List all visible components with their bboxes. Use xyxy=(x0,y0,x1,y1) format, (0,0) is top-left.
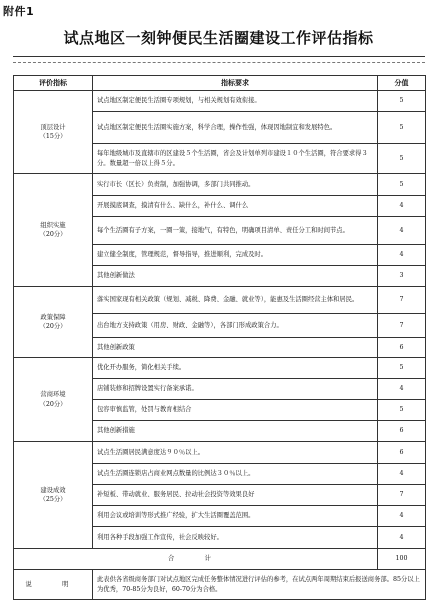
requirement-cell: 补短板、带动就业、服务居民、拉动社会投资等效果良好 xyxy=(93,485,378,506)
requirement-cell: 利用各种手段加强工作宣传，社会反映较好。 xyxy=(93,527,378,549)
note-text: 此表供各省级商务部门对试点地区完成任务整体情况进行评估的参考，在试点两年周期结束后报送商务部。85分以上为优秀，70-85分为良好，60-70分为合格。 xyxy=(93,570,426,600)
requirement-cell: 其他创新做法 xyxy=(93,266,378,287)
score-cell: 4 xyxy=(378,217,426,245)
title-rule-dashed xyxy=(13,62,425,63)
requirement-cell: 实行市长（区长）负责制，加强协调，多部门共同推动。 xyxy=(93,174,378,196)
table-header-row xyxy=(14,76,426,91)
category-points: （20分） xyxy=(39,323,67,330)
category-name: 组织实施 xyxy=(40,221,66,229)
score-cell: 3 xyxy=(378,266,426,287)
header-indicator: 评价指标 xyxy=(14,76,93,91)
table-row xyxy=(14,358,426,379)
category-points: （20分） xyxy=(39,400,67,408)
table-row xyxy=(14,287,426,314)
category-name: 政策保障 xyxy=(40,313,66,321)
attachment-label: 附件1 xyxy=(3,5,35,18)
requirement-cell: 其他创新政策 xyxy=(93,338,378,358)
document-title: 试点地区一刻钟便民生活圈建设工作评估指标 xyxy=(63,29,374,47)
requirement-cell: 试点生活圈居民满意度达９０％以上。 xyxy=(93,442,378,464)
category-cell xyxy=(14,91,93,174)
header-requirement: 指标要求 xyxy=(93,76,378,91)
score-cell: 4 xyxy=(378,506,426,527)
category-cell xyxy=(14,174,93,287)
category-name: 建设成效 xyxy=(40,486,66,494)
requirement-cell: 每年地级城市及直辖市的区建设５个生活圈，省会及计划单列市建设１０个生活圈，符合要求得３分。数量超一倍以上得５分。 xyxy=(93,144,378,174)
score-cell: 5 xyxy=(378,112,426,144)
total-label: 合 计 xyxy=(14,549,378,570)
score-cell: 7 xyxy=(378,314,426,338)
category-name: 营商环境 xyxy=(40,391,66,399)
requirement-cell: 试点生活圈连锁店占商业网点数量的比例达３０％以上。 xyxy=(93,464,378,485)
note-row xyxy=(14,570,426,600)
score-cell: 5 xyxy=(378,91,426,112)
category-points: （15分） xyxy=(39,133,67,140)
category-cell xyxy=(14,287,93,358)
total-score: 100 xyxy=(378,549,426,570)
category-cell xyxy=(14,442,93,549)
total-row xyxy=(14,549,426,570)
score-cell: 6 xyxy=(378,442,426,464)
score-cell: 5 xyxy=(378,174,426,196)
score-cell: 6 xyxy=(378,421,426,442)
requirement-cell: 其他创新措施 xyxy=(93,421,378,442)
requirement-cell: 落实国家现有相关政策（规划、减税、降费、金融、就业等），能惠及生活圈经营主体和居民。 xyxy=(93,287,378,314)
note-label: 说 明 xyxy=(14,570,93,600)
table-row xyxy=(14,442,426,464)
requirement-cell: 开展摸底调查，摸清有什么、缺什么，补什么、调什么 xyxy=(93,196,378,217)
requirement-cell: 优化开办服务，简化相关手续。 xyxy=(93,358,378,379)
score-cell: 4 xyxy=(378,464,426,485)
requirement-cell: 试点地区制定便民生活圈专项规划，与相关规划有效衔接。 xyxy=(93,91,378,112)
score-cell: 7 xyxy=(378,485,426,506)
requirement-cell: 包容审慎监管，处罚与教育相结合 xyxy=(93,400,378,421)
header-score: 分值 xyxy=(378,76,426,91)
title-rule xyxy=(13,56,425,57)
score-cell: 4 xyxy=(378,527,426,549)
requirement-cell: 试点地区制定便民生活圈实施方案，科学合理，操作性强，体现因地制宜和发展特色。 xyxy=(93,112,378,144)
score-cell: 5 xyxy=(378,358,426,379)
score-cell: 5 xyxy=(378,400,426,421)
score-cell: 5 xyxy=(378,144,426,174)
category-cell xyxy=(14,358,93,442)
score-cell: 7 xyxy=(378,287,426,314)
requirement-cell: 建立健全制度，管理规范，督导指导，推进顺利，完成及时。 xyxy=(93,245,378,266)
evaluation-table xyxy=(13,75,426,600)
table-row xyxy=(14,174,426,196)
category-points: （25分） xyxy=(39,496,67,503)
score-cell: 4 xyxy=(378,245,426,266)
requirement-cell: 利用会议或培训等形式推广经验，扩大生活圈覆盖范围。 xyxy=(93,506,378,527)
score-cell: 6 xyxy=(378,338,426,358)
requirement-cell: 每个生活圈有子方案，一圈一策，接地气，有特色，明确项目清单、责任分工和时间节点。 xyxy=(93,217,378,245)
category-name: 顶层设计 xyxy=(40,123,66,131)
requirement-cell: 出台地方支持政策（用房、财政、金融等），各部门形成政策合力。 xyxy=(93,314,378,338)
requirement-cell: 店铺装修和招牌设置实行备案承诺。 xyxy=(93,379,378,400)
table-row xyxy=(14,91,426,112)
score-cell: 4 xyxy=(378,379,426,400)
score-cell: 4 xyxy=(378,196,426,217)
category-points: （20分） xyxy=(39,231,67,238)
